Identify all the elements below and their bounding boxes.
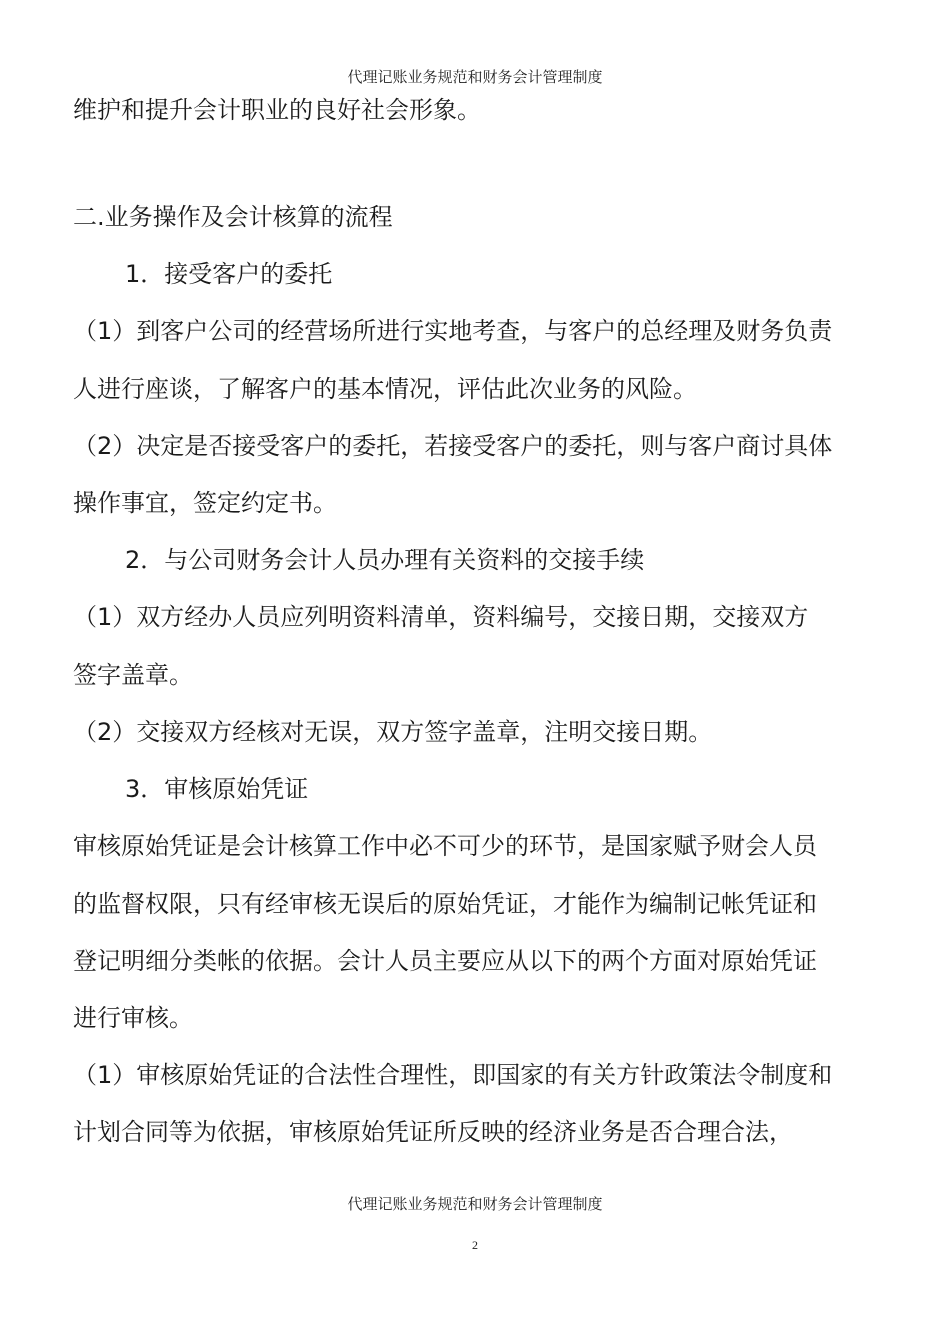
paragraph-line: （1）审核原始凭证的合法性合理性，即国家的有关方针政策法令制度和 xyxy=(73,1061,833,1089)
paragraph-line: （2）决定是否接受客户的委托，若接受客户的委托，则与客户商讨具体 xyxy=(73,432,833,460)
page-number: 2 xyxy=(472,1238,478,1252)
subsection-heading: 2．与公司财务会计人员办理有关资料的交接手续 xyxy=(125,546,645,574)
paragraph-line: 登记明细分类帐的依据。会计人员主要应从以下的两个方面对原始凭证 xyxy=(73,947,817,975)
paragraph-line: 维护和提升会计职业的良好社会形象。 xyxy=(73,96,481,124)
paragraph-line: 审核原始凭证是会计核算工作中必不可少的环节，是国家赋予财会人员 xyxy=(73,832,817,860)
subsection-heading: 3．审核原始凭证 xyxy=(125,775,309,803)
section-heading: 二.业务操作及会计核算的流程 xyxy=(73,203,393,231)
paragraph-line: （1）到客户公司的经营场所进行实地考查，与客户的总经理及财务负责 xyxy=(73,317,833,345)
paragraph-line: （1）双方经办人员应列明资料清单，资料编号，交接日期，交接双方 xyxy=(73,603,809,631)
page-header: 代理记账业务规范和财务会计管理制度 xyxy=(347,68,603,86)
paragraph-line: 人进行座谈，了解客户的基本情况，评估此次业务的风险。 xyxy=(73,375,697,403)
paragraph-line: （2）交接双方经核对无误，双方签字盖章，注明交接日期。 xyxy=(73,718,713,746)
paragraph-line: 进行审核。 xyxy=(73,1004,193,1032)
page-footer: 代理记账业务规范和财务会计管理制度 xyxy=(347,1195,603,1213)
paragraph-line: 操作事宜，签定约定书。 xyxy=(73,489,337,517)
paragraph-line: 签字盖章。 xyxy=(73,661,193,689)
paragraph-line: 的监督权限，只有经审核无误后的原始凭证，才能作为编制记帐凭证和 xyxy=(73,890,817,918)
paragraph-line: 计划合同等为依据，审核原始凭证所反映的经济业务是否合理合法， xyxy=(73,1118,793,1146)
subsection-heading: 1．接受客户的委托 xyxy=(125,260,333,288)
